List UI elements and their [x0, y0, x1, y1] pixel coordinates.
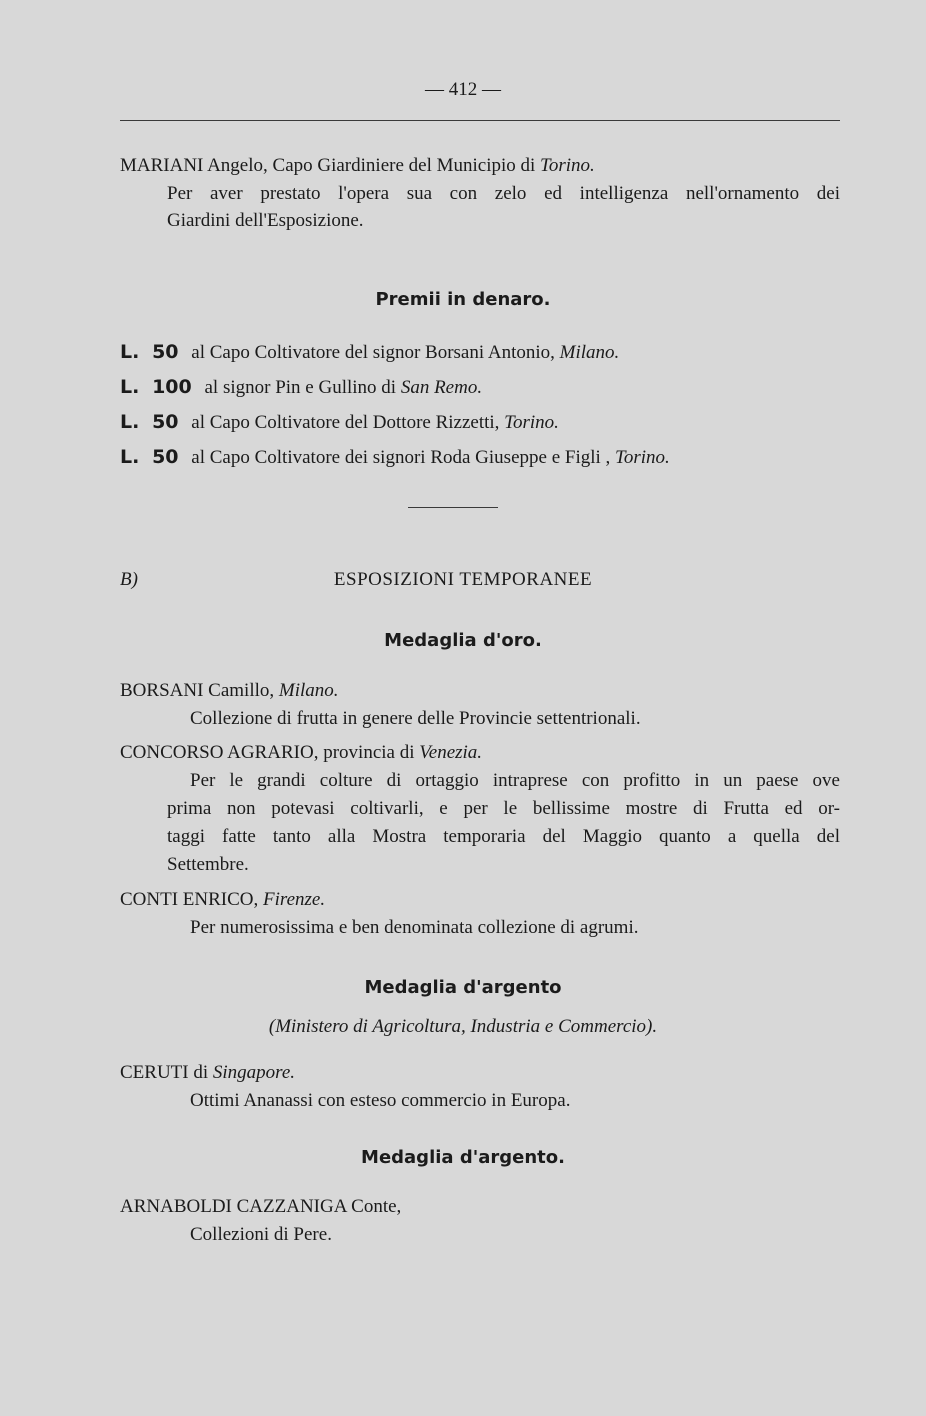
prize-text: al Capo Coltivatore del signor Borsani Antonio, [191, 342, 555, 363]
entry-concorso-desc-line: taggi fatte tanto alla Mostra temporaria del Maggio quanto a quella del [167, 826, 840, 847]
section-label: B) [120, 569, 138, 590]
entry-arnaboldi-name: ARNABOLDI CAZZANIGA Conte, [120, 1196, 402, 1217]
prize-amount: 100 [152, 376, 192, 398]
prize-prefix: L. [120, 341, 140, 363]
heading-medaglia-argento-2: Medaglia d'argento. [361, 1147, 565, 1168]
entrant-city: Milano. [278, 680, 339, 701]
ministero-line: (Ministero di Agricoltura, Industria e Commercio). [268, 1016, 658, 1037]
entry-ceruti-name [120, 1059, 295, 1086]
entrant-city: Firenze. [263, 889, 326, 910]
header-rule [120, 120, 840, 121]
entrant-name: MARIANI Angelo, Capo Giardiniere del Municipio di [120, 155, 541, 176]
entry-concorso-desc-line: Per le grandi colture di ortaggio intraprese con profitto in un paese ove [190, 770, 840, 791]
entrant-name: CONCORSO AGRARIO, provincia di [120, 742, 420, 763]
prize-prefix: L. [120, 411, 140, 433]
prize-row [120, 374, 482, 401]
entrant-city: Venezia. [419, 742, 483, 763]
entry-conti-name [120, 886, 325, 913]
entry-concorso-desc-line: Settembre. [167, 854, 249, 875]
entry-borsani-desc: Collezione di frutta in genere delle Provincie settentrionali. [190, 708, 641, 729]
entry-mariani-desc-line: Giardini dell'Esposizione. [167, 210, 364, 231]
prize-text: al Capo Coltivatore del Dottore Rizzetti, [191, 412, 500, 433]
heading-medaglia-argento-1: Medaglia d'argento [364, 977, 562, 998]
entry-mariani-desc-line: Per aver prestato l'opera sua con zelo ed intelligenza nell'ornamento dei [167, 183, 840, 204]
page-number: — 412 — [425, 79, 501, 100]
prize-row [120, 444, 670, 471]
entry-mariani-name [120, 152, 595, 179]
prize-city: Torino. [504, 412, 559, 433]
entry-concorso-desc-line: prima non potevasi coltivarli, e per le bellissime mostre di Frutta ed or- [167, 798, 840, 819]
heading-medaglia-oro: Medaglia d'oro. [384, 630, 542, 651]
prize-amount: 50 [152, 446, 179, 468]
prize-prefix: L. [120, 376, 140, 398]
prize-text: al Capo Coltivatore dei signori Roda Giuseppe e Figli , [191, 447, 611, 468]
entrant-name: CERUTI di [120, 1062, 213, 1083]
entry-conti-desc: Per numerosissima e ben denominata collezione di agrumi. [190, 917, 639, 938]
entrant-city: Singapore. [212, 1062, 296, 1083]
entrant-city: Torino. [540, 155, 595, 176]
entrant-name: CONTI ENRICO, [120, 889, 264, 910]
section-separator [408, 507, 498, 508]
prize-city: Torino. [615, 447, 670, 468]
prize-city: Milano. [559, 342, 620, 363]
prize-amount: 50 [152, 341, 179, 363]
entrant-name: BORSANI Camillo, [120, 680, 279, 701]
prize-row [120, 339, 619, 366]
entry-arnaboldi-desc: Collezioni di Pere. [190, 1224, 332, 1245]
section-title: ESPOSIZIONI TEMPORANEE [333, 569, 593, 590]
prize-text: al signor Pin e Gullino di [204, 377, 397, 398]
entry-concorso-name [120, 739, 482, 766]
prize-prefix: L. [120, 446, 140, 468]
entry-borsani-name [120, 677, 339, 704]
prize-amount: 50 [152, 411, 179, 433]
prize-row [120, 409, 559, 436]
heading-premii: Premii in denaro. [375, 289, 551, 310]
entry-ceruti-desc: Ottimi Ananassi con esteso commercio in Europa. [190, 1090, 571, 1111]
prize-city: San Remo. [400, 377, 483, 398]
